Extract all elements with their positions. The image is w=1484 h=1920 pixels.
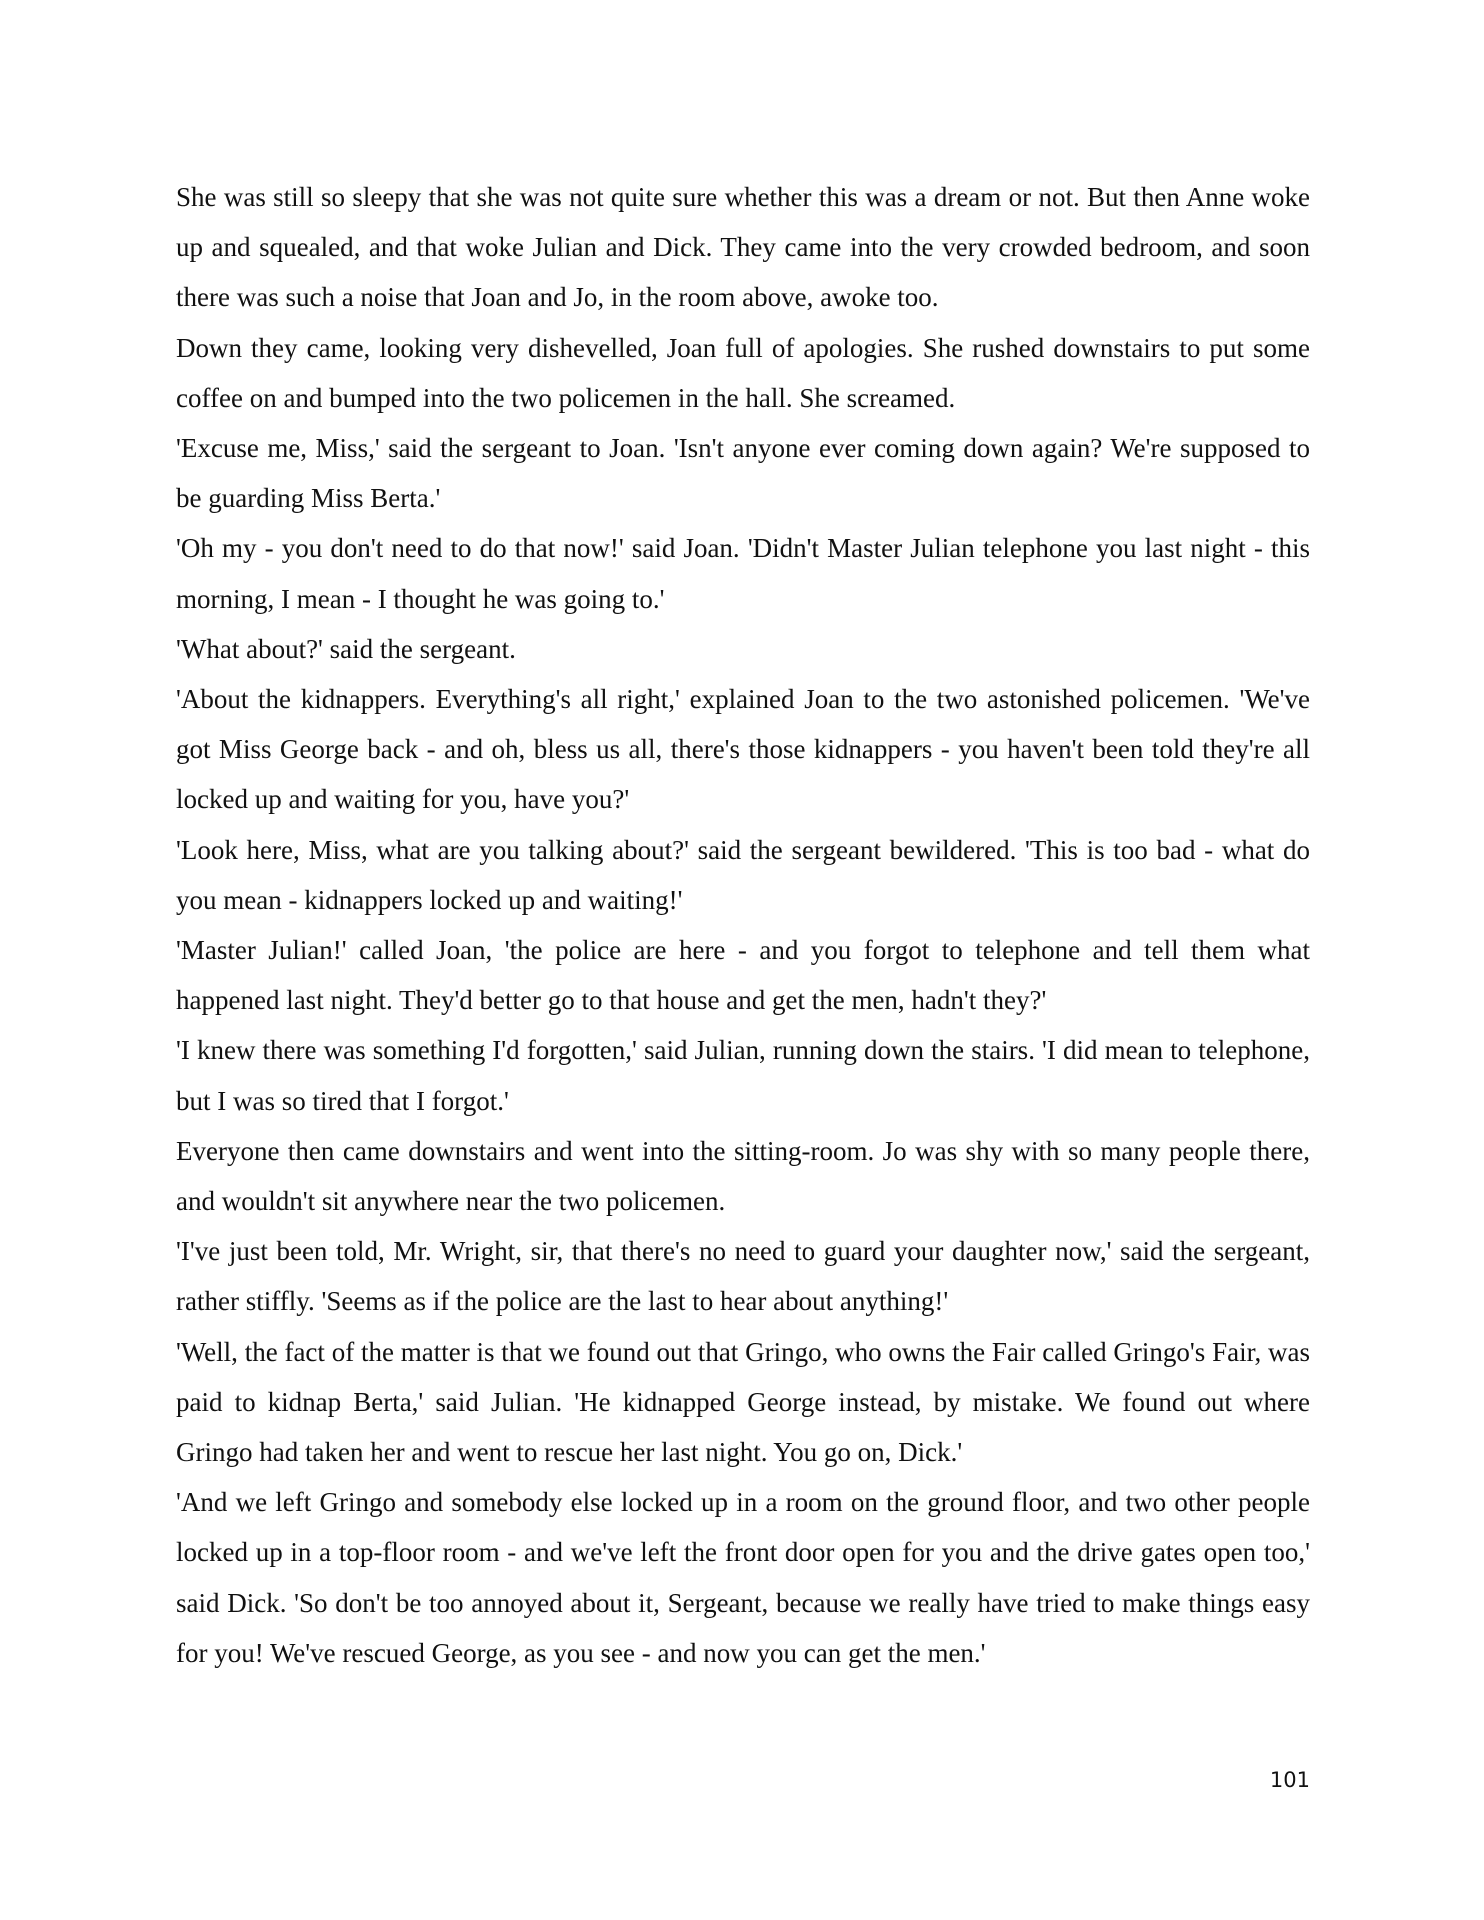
page-number: 101 [1269,1768,1310,1792]
paragraph: Everyone then came downstairs and went into the sitting-room. Jo was shy with so many people there, and wouldn't sit anywhere near the two policemen. [176,1135,1310,1217]
paragraph: 'Oh my - you don't need to do that now!' said Joan. 'Didn't Master Julian telephone you last night - this morning, I mean - I thought he was going to.' [176,533,1310,614]
paragraph: 'About the kidnappers. Everything's all right,' explained Joan to the two astonished policemen. 'We've got Miss George back - and oh, bless us all, there's those kidnappers - you haven't been told they're all locked up and waiting for you, have you?' [176,684,1310,815]
body-text [176,172,1310,1678]
paragraph: 'And we left Gringo and somebody else locked up in a room on the ground floor, and two other people locked up in a top-floor room - and we've left the front door open for you and the drive gates open too,' said Dick. 'So don't be too annoyed about it, Sergeant, because we really have tried to make things easy for you! We've rescued George, as you see - and now you can get the men.' [176,1487,1310,1668]
paragraph: 'I knew there was something I'd forgotten,' said Julian, running down the stairs. 'I did mean to telephone, but I was so tired that I forgot.' [176,1035,1310,1116]
paragraph: 'Well, the fact of the matter is that we found out that Gringo, who owns the Fair called Gringo's Fair, was paid to kidnap Berta,' said Julian. 'He kidnapped George instead, by mistake. We found out where Gringo had taken her and went to rescue her last night. You go on, Dick.' [176,1336,1310,1468]
paragraph: 'Master Julian!' called Joan, 'the police are here - and you forgot to telephone and tell them what happened last night. They'd better go to that house and get the men, hadn't they?' [176,935,1310,1016]
paragraph: 'What about?' said the sergeant. [176,633,516,664]
paragraph: 'I've just been told, Mr. Wright, sir, that there's no need to guard your daughter now,' said the sergeant, rather stiffly. 'Seems as if the police are the last to hear about anything!' [176,1236,1310,1317]
paragraph: She was still so sleepy that she was not quite sure whether this was a dream or not. But then Anne woke up and squealed, and that woke Julian and Dick. They came into the very crowded bedroom, and soon there was such a noise that Joan and Jo, in the room above, awoke too. [176,182,1310,313]
paragraph: 'Excuse me, Miss,' said the sergeant to Joan. 'Isn't anyone ever coming down again? We're supposed to be guarding Miss Berta.' [176,433,1310,514]
paragraph: Down they came, looking very dishevelled, Joan full of apologies. She rushed downstairs to put some coffee on and bumped into the two policemen in the hall. She screamed. [176,332,1310,413]
paragraph: 'Look here, Miss, what are you talking about?' said the sergeant bewildered. 'This is too bad - what do you mean - kidnappers locked up and waiting!' [176,834,1310,915]
